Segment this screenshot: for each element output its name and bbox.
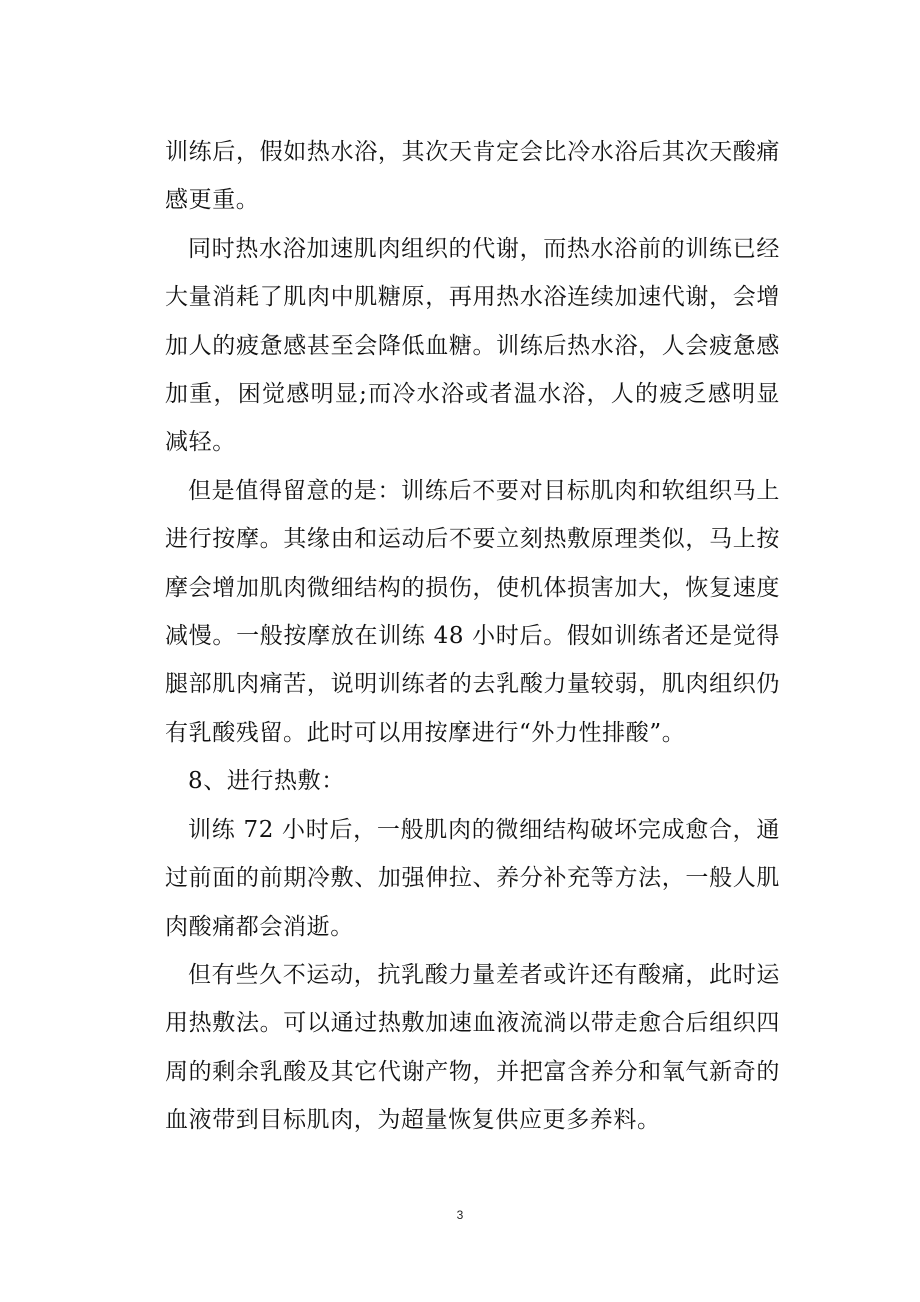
paragraph-6: 但有些久不运动，抗乳酸力量差者或许还有酸痛，此时运用热敷法。可以通过热敷加速血液流淌以带走愈合后组织四周的剩余乳酸及其它代谢产物，并把富含养分和氧气新奇的血液带到目标肌肉，为超量恢复供应更多养料。 (165, 961, 780, 1134)
paragraph-2: 同时热水浴加速肌肉组织的代谢，而热水浴前的训练已经大量消耗了肌肉中肌糖原，再用热水浴连续加速代谢，会增加人的疲惫感甚至会降低血糖。训练后热水浴，人会疲惫感加重，困觉感明显;而冷水浴或者温水浴，人的疲乏感明显减轻。 (165, 235, 780, 456)
paragraph-1: 训练后，假如热水浴，其次天肯定会比冷水浴后其次天酸痛感更重。 (165, 139, 780, 214)
page-number: 3 (456, 1208, 464, 1222)
section-heading-hot-compress: 8、进行热敷： (188, 768, 345, 795)
paragraph-5: 训练 72 小时后，一般肌肉的微细结构破坏完成愈合，通过前面的前期冷敷、加强伸拉、养分补充等方法，一般人肌肉酸痛都会消逝。 (165, 816, 780, 940)
body-text (165, 128, 780, 1145)
paragraph-3: 但是值得留意的是：训练后不要对目标肌肉和软组织马上进行按摩。其缘由和运动后不要立刻热敷原理类似，马上按摩会增加肌肉微细结构的损伤，使机体损害加大，恢复速度减慢。一般按摩放在训练 48 小时后。假如训练者还是觉得腿部肌肉痛苦，说明训练者的去乳酸力量较弱，肌肉组织仍有乳酸残留。此时可以用按摩进行“外力性排酸”。 (165, 477, 780, 746)
